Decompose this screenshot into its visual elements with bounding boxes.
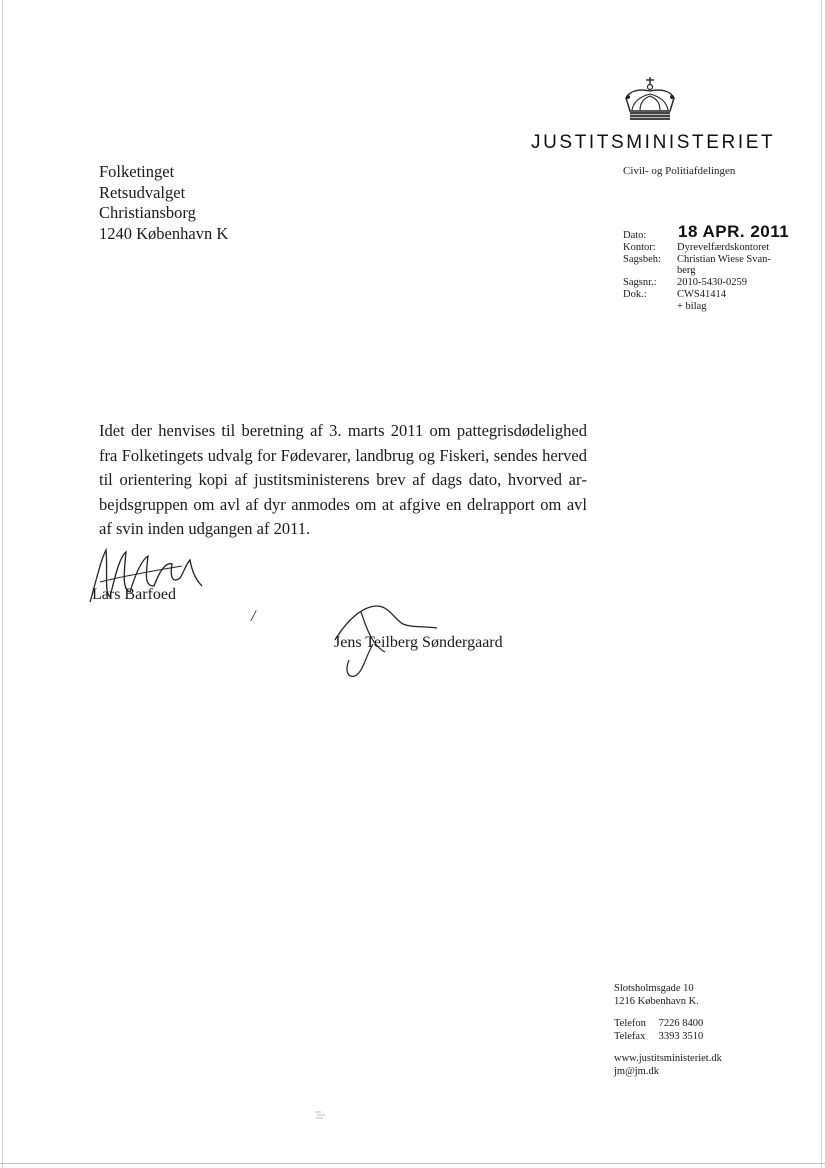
signature-separator: /	[251, 608, 256, 625]
meta-label	[623, 301, 677, 313]
fax-number: 3393 3510	[658, 1030, 704, 1042]
phone-number: 7226 8400	[658, 1018, 704, 1030]
phone-row	[614, 1018, 722, 1031]
meta-row	[623, 301, 787, 313]
street-address: Slotsholmsgade 10	[614, 983, 694, 994]
scan-artifact	[313, 1108, 331, 1122]
recipient-address	[99, 162, 228, 244]
meta-label	[623, 265, 677, 277]
ministry-address	[614, 983, 722, 1079]
meta-label: Dato:	[623, 230, 647, 241]
meta-value: + bilag	[677, 300, 707, 312]
recipient-line: Folketinget	[99, 162, 175, 181]
case-metadata	[623, 222, 790, 313]
letter-body: Idet der henvises til beretning af 3. marts 2011 om pattegrisdødelighed fra Folketingets udvalg for Fødevarer, landbrug og Fiskeri, sendes herved til orientering kopi af justitsministerens brev af dags dato, hvorved arbejdsgruppen om avl af dyr anmodes om at afgive en delrapport om avl af svin inden udgangen af 2011.	[99, 421, 587, 539]
meta-row	[623, 277, 787, 289]
website-link[interactable]: www.justitsministeriet.dk	[614, 1053, 722, 1065]
meta-value: Dyrevelfærdskontoret	[677, 241, 770, 253]
scan-edge-bottom	[0, 1163, 825, 1164]
date-stamp: 18 APR. 2011	[678, 222, 790, 241]
email-link[interactable]: jm@jm.dk	[614, 1065, 659, 1077]
signer-name-2: Jens Teilberg Søndergaard	[334, 634, 503, 651]
meta-label: Sagsnr.:	[623, 277, 657, 289]
meta-value: CWS41414	[677, 288, 727, 300]
phone-label: Telefon	[614, 1018, 646, 1030]
meta-row	[623, 265, 787, 277]
meta-row	[623, 242, 787, 254]
ministry-name: JUSTITSMINISTERIET	[531, 132, 776, 153]
meta-value: berg	[677, 265, 696, 277]
fax-label: Telefax	[614, 1030, 646, 1042]
scan-edge-left	[2, 0, 3, 1168]
meta-label: Dok.:	[623, 288, 647, 300]
fax-row	[614, 1031, 722, 1044]
meta-label: Kontor:	[623, 241, 656, 253]
meta-label: Sagsbeh:	[623, 253, 661, 265]
recipient-line: Retsudvalget	[99, 182, 186, 202]
department-name: Civil- og Politiafdelingen	[623, 165, 736, 177]
meta-value: 2010-5430-0259	[677, 277, 747, 289]
city-address: 1216 København K.	[614, 995, 699, 1007]
scan-edge-right	[821, 0, 822, 1168]
meta-value: Christian Wiese Svan-	[677, 253, 771, 265]
recipient-line: 1240 København K	[99, 223, 229, 243]
meta-row	[623, 289, 787, 301]
meta-row	[623, 254, 787, 266]
royal-crown-icon	[620, 76, 680, 126]
signer-name-1: Lars Barfoed	[92, 586, 176, 603]
recipient-line: Christiansborg	[99, 203, 196, 222]
